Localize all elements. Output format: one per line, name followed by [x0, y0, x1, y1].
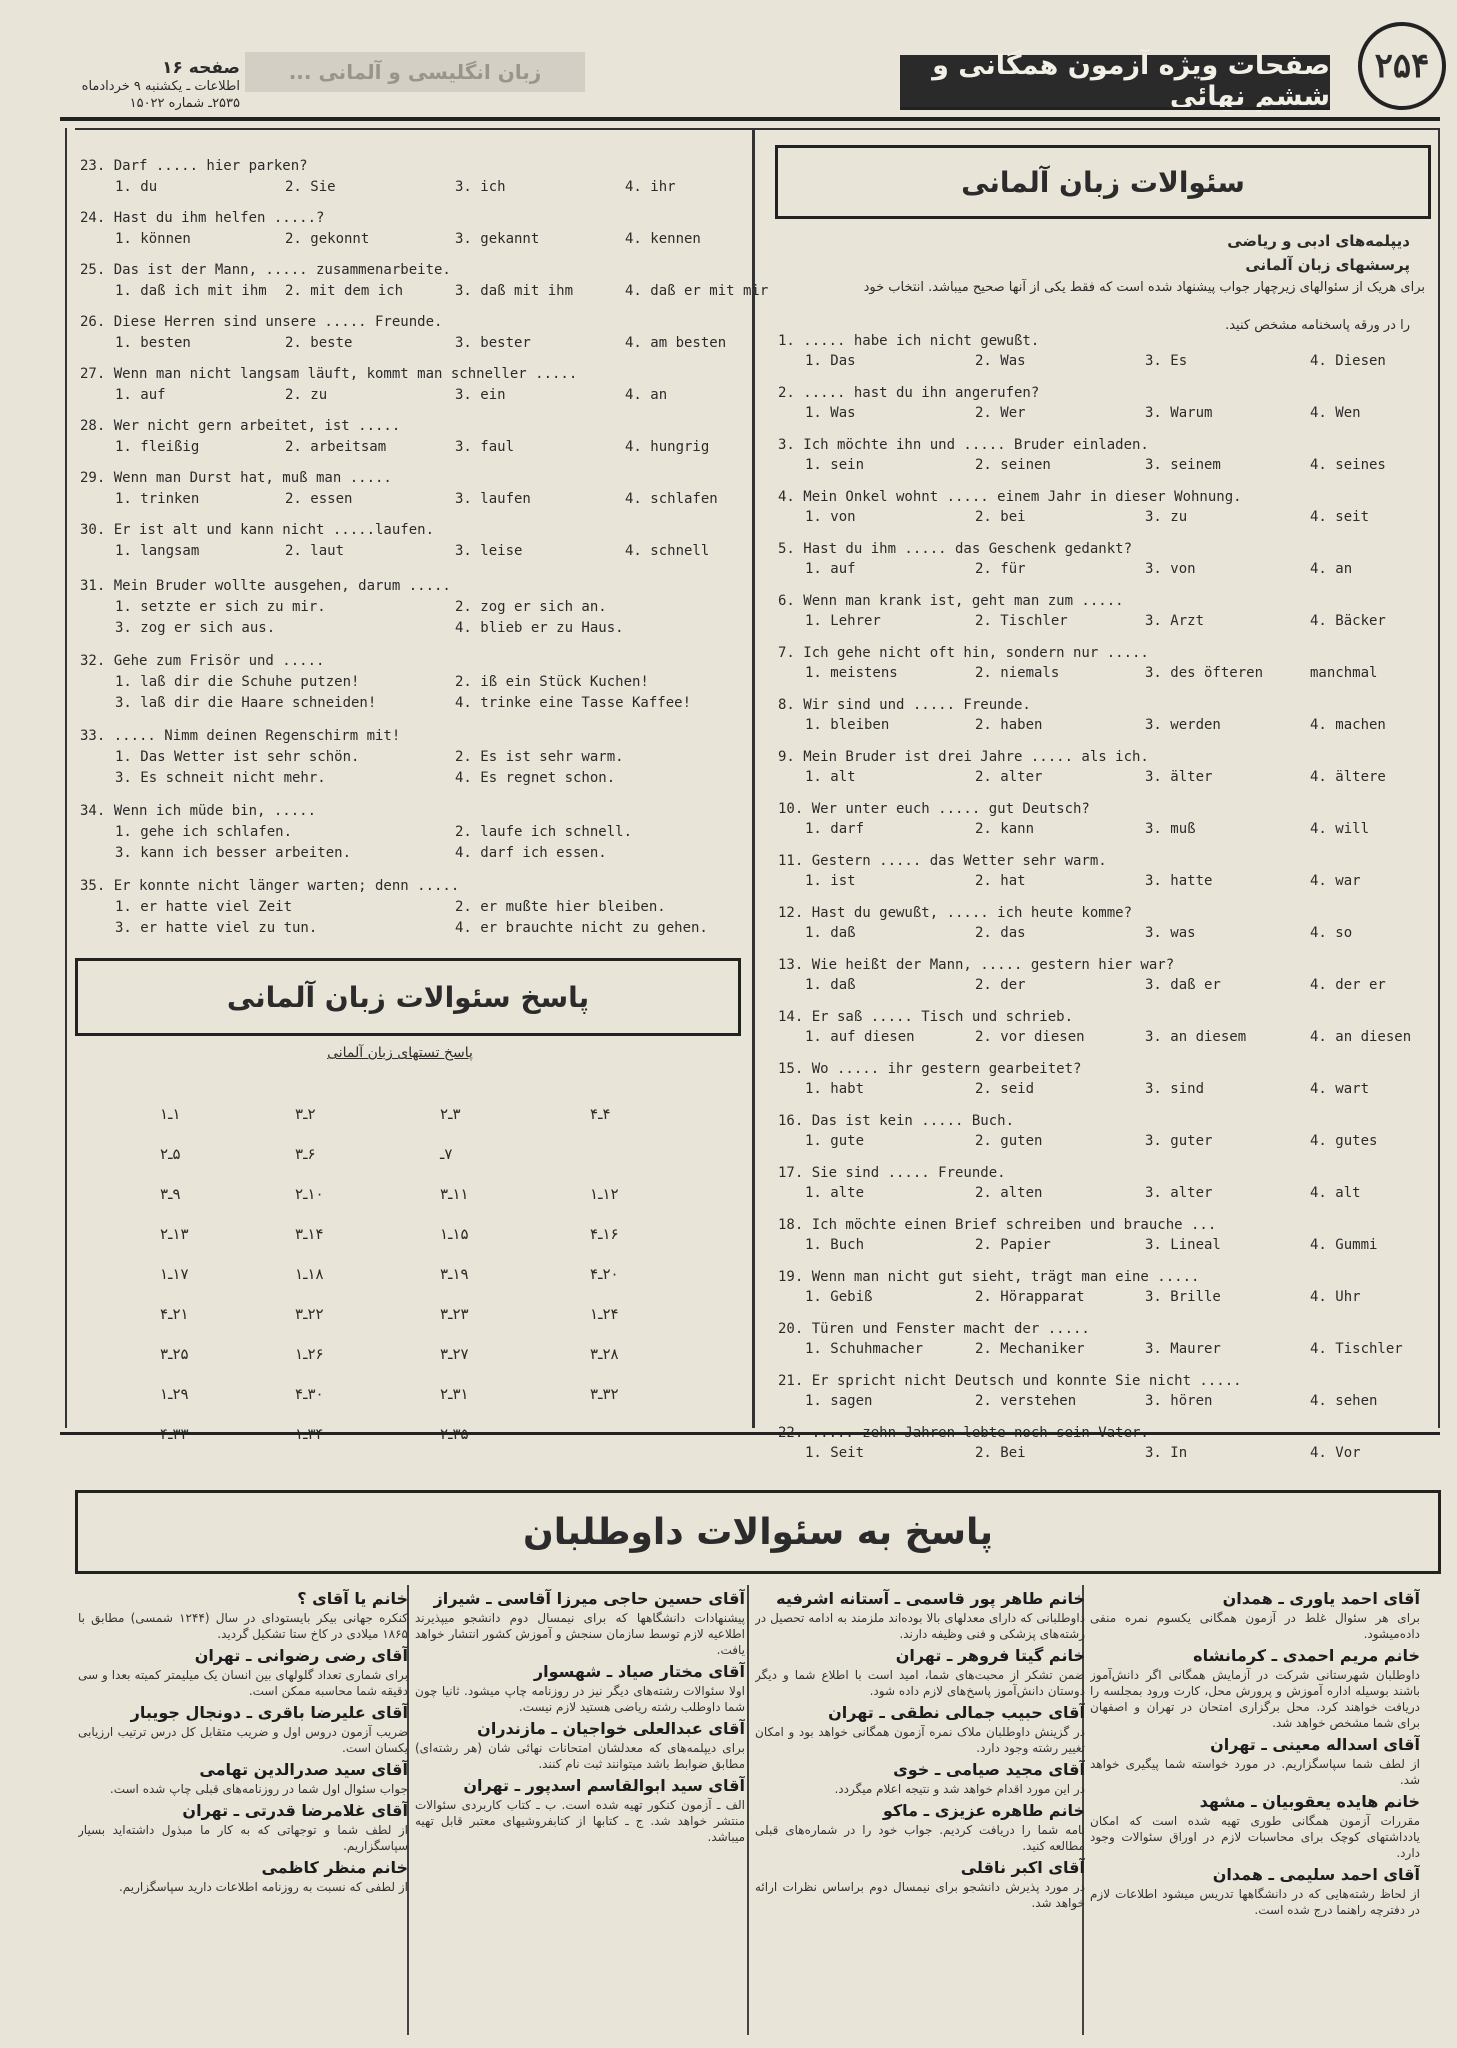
instruction-line-2: را در ورقه پاسخنامه مشخص کنید. — [1225, 318, 1410, 333]
candidate-answer-text: برای دیپلمه‌های که معدلشان امتحانات نهائی شان (هر رشته‌ای) مطابق ضوابط باشد میتوانند ثبت نام کنند. — [415, 1741, 745, 1771]
answer-key-cell: ۴ـ۴ — [590, 1105, 611, 1123]
page-label: صفحه ۱۶ — [162, 58, 240, 78]
answer-option: 4. kennen — [625, 231, 701, 247]
question-text: 10. Wer unter euch ..... gut Deutsch? — [778, 801, 1090, 817]
page-number-badge — [1358, 22, 1446, 110]
answer-option: 2. hat — [975, 873, 1026, 889]
answer-option: 1. daß — [805, 925, 856, 941]
answer-option: 1. alt — [805, 769, 856, 785]
answer-option: 1. Gebiß — [805, 1289, 873, 1305]
answer-option: 2. arbeitsam — [285, 439, 387, 455]
answer-key-cell: ۲۲ـ۳ — [295, 1305, 324, 1323]
answer-option: 1. habt — [805, 1081, 865, 1097]
answer-option: 2. Was — [975, 353, 1026, 369]
answer-option: 4. schnell — [625, 543, 710, 559]
faded-heading: زبان انگلیسی و آلمانی ... — [245, 52, 585, 92]
instruction-line-1: برای هریک از سئوالهای زیرچهار جواب پیشنهاد شده است که فقط یکی از آنها صحیح میباشد. انتخاب خود — [863, 280, 1425, 295]
answer-option: 2. das — [975, 925, 1026, 941]
candidate-name: خانم طاهره عزیزی ـ ماکو — [882, 1801, 1085, 1820]
candidate-answer-text: از لحاظ رشته‌هایی که در دانشگاهها تدریس میشود اطلاعات لازم در دفترچه راهنما درج شده است. — [1090, 1887, 1420, 1917]
question-text: 9. Mein Bruder ist drei Jahre ..... als ich. — [778, 749, 1149, 765]
question-text: 27. Wenn man nicht langsam läuft, kommt man schneller ..... — [80, 366, 578, 382]
answer-option: 3. sind — [1145, 1081, 1205, 1097]
page-info — [70, 58, 240, 112]
question-text: 18. Ich möchte einen Brief schreiben und brauche ... — [778, 1217, 1217, 1233]
answer-option: 3. laufen — [455, 491, 531, 507]
question-text: 17. Sie sind ..... Freunde. — [778, 1165, 1006, 1181]
answer-key-cell: ۳۲ـ۳ — [590, 1385, 619, 1403]
answer-option: 1. Das Wetter ist sehr schön. — [115, 749, 360, 765]
question-text: 8. Wir sind und ..... Freunde. — [778, 697, 1031, 713]
answer-option: 2. Tischler — [975, 613, 1068, 629]
answer-option: 1. sagen — [805, 1393, 873, 1409]
answer-option: 2. seinen — [975, 457, 1051, 473]
candidate-name: آقای اسداله معینی ـ تهران — [1210, 1735, 1420, 1754]
candidate-answer-text: از لطف شما و توجهاتی که به کار ما مبذول داشته‌اید بسیار سپاسگزاریم. — [78, 1823, 408, 1853]
answer-option: 4. war — [1310, 873, 1361, 889]
answer-option: 2. zu — [285, 387, 328, 403]
answer-option: 1. daß — [805, 977, 856, 993]
answer-option: 2. der — [975, 977, 1026, 993]
answer-option: 2. Wer — [975, 405, 1026, 421]
question-text: 29. Wenn man Durst hat, muß man ..... — [80, 470, 392, 486]
answer-option: 4. seit — [1310, 509, 1370, 525]
answer-option: 1. laß dir die Schuhe putzen! — [115, 674, 360, 690]
answer-option: 4. Vor — [1310, 1445, 1361, 1461]
answer-option: 4. wart — [1310, 1081, 1370, 1097]
answers-subtitle: پاسخ تستهای زبان آلمانی — [327, 1045, 473, 1061]
answer-option: 2. seid — [975, 1081, 1035, 1097]
answer-option: 1. können — [115, 231, 191, 247]
answer-option: 1. gute — [805, 1133, 865, 1149]
answer-option: 3. hören — [1145, 1393, 1213, 1409]
question-text: 26. Diese Herren sind unsere ..... Freunde. — [80, 314, 443, 330]
question-text: 1. ..... habe ich nicht gewußt. — [778, 333, 1040, 349]
answer-key-cell: ۲۵ـ۳ — [160, 1345, 189, 1363]
answer-key-cell: ۲۶ـ۱ — [295, 1345, 324, 1363]
answer-option: 1. darf — [805, 821, 865, 837]
answer-option: 2. haben — [975, 717, 1043, 733]
answer-option: 3. leise — [455, 543, 523, 559]
answer-option: 3. werden — [1145, 717, 1221, 733]
question-text: 28. Wer nicht gern arbeitet, ist ..... — [80, 418, 401, 434]
header-rule-short — [900, 107, 1330, 110]
answer-option: 4. so — [1310, 925, 1353, 941]
column-divider — [752, 128, 755, 1428]
answer-option: 1. daß ich mit ihm — [115, 283, 267, 299]
answer-option: 2. guten — [975, 1133, 1043, 1149]
candidate-answer-text: مقررات آزمون همگانی طوری تهیه شده است که امکان یادداشتهای کوچک برای محاسبات لازم در اوراق سئوالات وجود دارد. — [1090, 1814, 1420, 1860]
answer-option: 2. Mechaniker — [975, 1341, 1085, 1357]
candidate-answer-text: اولا سئوالات رشته‌های دیگر نیز در روزنامه چاپ میشود. ثانیا چون شما داوطلب رشته ریاضی هستید لازم نیست. — [415, 1684, 745, 1714]
answer-option: 3. laß dir die Haare schneiden! — [115, 695, 377, 711]
answer-option: 4. gutes — [1310, 1133, 1378, 1149]
candidate-answer-text: در گزینش داوطلبان ملاک نمره آزمون همگانی خواهد بود و امکان تغییر رشته وجود دارد. — [755, 1725, 1085, 1755]
question-text: 3. Ich möchte ihn und ..... Bruder einladen. — [778, 437, 1149, 453]
answer-option: 1. Was — [805, 405, 856, 421]
answer-option: 1. auf — [805, 561, 856, 577]
answer-key-cell: ۱۲ـ۱ — [590, 1185, 619, 1203]
answer-key-cell: ۱۸ـ۱ — [295, 1265, 324, 1283]
candidate-answers-column — [755, 1585, 1085, 2035]
answer-key-cell: ۲۹ـ۱ — [160, 1385, 189, 1403]
candidate-answer-text: از لطفی که نسبت به روزنامه اطلاعات دارید سپاسگزاریم. — [118, 1880, 408, 1894]
candidate-answer-text: کنکره جهانی بیکر بایستودای در سال (۱۲۴۴ شمسی) مطابق با ۱۸۶۵ میلادی در کاخ ستا تشکیل گردید. — [78, 1611, 408, 1641]
answer-option: 3. des öfteren — [1145, 665, 1264, 681]
question-text: 19. Wenn man nicht gut sieht, trägt man eine ..... — [778, 1269, 1200, 1285]
answer-option: 4. ältere — [1310, 769, 1386, 785]
question-text: 16. Das ist kein ..... Buch. — [778, 1113, 1015, 1129]
answer-option: 2. er mußte hier bleiben. — [455, 899, 666, 915]
candidate-answers-column — [78, 1585, 408, 2035]
question-text: 31. Mein Bruder wollte ausgehen, darum ..... — [80, 578, 451, 594]
candidate-name: خانم مریم احمدی ـ کرمانشاه — [1193, 1646, 1420, 1665]
issue-line-1: اطلاعات ـ یکشنبه ۹ خردادماه — [81, 79, 240, 94]
answer-option: 1. Lehrer — [805, 613, 881, 629]
answer-option: 2. bei — [975, 509, 1026, 525]
question-text: 23. Darf ..... hier parken? — [80, 158, 308, 174]
question-text: 32. Gehe zum Frisör und ..... — [80, 653, 325, 669]
answer-option: 4. am besten — [625, 335, 727, 351]
answer-option: 3. alter — [1145, 1185, 1213, 1201]
question-text: 4. Mein Onkel wohnt ..... einem Jahr in dieser Wohnung. — [778, 489, 1242, 505]
answers-title — [75, 958, 741, 1036]
answer-option: 3. hatte — [1145, 873, 1213, 889]
answer-option: 3. zu — [1145, 509, 1188, 525]
answer-key-cell: ۳۳ـ۴ — [160, 1425, 189, 1443]
answer-option: 1. langsam — [115, 543, 200, 559]
candidate-name: آقای مختار صیاد ـ شهسوار — [533, 1662, 745, 1681]
answer-key-cell: ۲۷ـ۳ — [440, 1345, 469, 1363]
question-text: 11. Gestern ..... das Wetter sehr warm. — [778, 853, 1107, 869]
answer-option: 4. an diesen — [1310, 1029, 1412, 1045]
answer-option: 3. Warum — [1145, 405, 1213, 421]
answer-option: 4. Uhr — [1310, 1289, 1361, 1305]
answer-option: 4. er brauchte nicht zu gehen. — [455, 920, 708, 936]
candidate-name: آقای حبیب جمالی نطقی ـ تهران — [828, 1703, 1085, 1722]
answer-option: 3. daß mit ihm — [455, 283, 574, 299]
answer-option: 4. an — [1310, 561, 1353, 577]
header-rule — [60, 117, 1440, 121]
candidate-answer-text: در این مورد اقدام خواهد شد و نتیجه اعلام میگردد. — [834, 1782, 1085, 1796]
answer-key-cell: ۳۵ـ۲ — [440, 1425, 469, 1443]
answer-option: 2. essen — [285, 491, 353, 507]
question-text: 25. Das ist der Mann, ..... zusammenarbeite. — [80, 262, 451, 278]
answer-option: 2. mit dem ich — [285, 283, 404, 299]
page-number: ۲۵۴ — [1374, 46, 1430, 86]
answer-option: 4. blieb er zu Haus. — [455, 620, 624, 636]
answer-option: 3. Lineal — [1145, 1237, 1221, 1253]
answer-option: 2. alten — [975, 1185, 1043, 1201]
answer-option: 1. von — [805, 509, 856, 525]
answer-key-cell: ۹ـ۳ — [160, 1185, 181, 1203]
answer-option: 1. auf diesen — [805, 1029, 915, 1045]
right-sub-heading: پرسشهای زبان آلمانی — [1245, 256, 1410, 274]
answer-option: 3. faul — [455, 439, 515, 455]
answer-key-cell: ۱۱ـ۳ — [440, 1185, 469, 1203]
answer-option: 4. Gummi — [1310, 1237, 1378, 1253]
question-text: 7. Ich gehe nicht oft hin, sondern nur ..... — [778, 645, 1149, 661]
candidate-name: آقای رضی رضوانی ـ تهران — [194, 1646, 408, 1665]
question-text: 21. Er spricht nicht Deutsch und konnte Sie nicht ..... — [778, 1373, 1242, 1389]
answer-option: 4. Es regnet schon. — [455, 770, 616, 786]
answer-option: 2. verstehen — [975, 1393, 1077, 1409]
answer-key-cell: ۶ـ۳ — [295, 1145, 316, 1163]
question-text: 33. ..... Nimm deinen Regenschirm mit! — [80, 728, 401, 744]
candidate-name: آقای احمد یاوری ـ همدان — [1222, 1589, 1420, 1608]
candidate-answer-text: داوطلبانی که دارای معدلهای بالا بوده‌اند ملزمند به ادامه تحصیل در رشته‌های پزشکی و فنی وظیفه دارند. — [755, 1611, 1085, 1641]
answer-option: 3. bester — [455, 335, 531, 351]
answer-option: 3. Maurer — [1145, 1341, 1221, 1357]
right-section-title — [775, 145, 1431, 219]
candidate-answer-text: نامه شما را دریافت کردیم. جواب خود را در شماره‌های قبلی مطالعه کنید. — [755, 1823, 1085, 1853]
question-text: 14. Er saß ..... Tisch und schrieb. — [778, 1009, 1074, 1025]
answer-option: 2. laut — [285, 543, 345, 559]
right-border — [1438, 128, 1440, 1428]
answer-option: 4. daß er mit mir — [625, 283, 769, 299]
answer-key-cell: ۲۱ـ۴ — [160, 1305, 189, 1323]
answer-option: 4. will — [1310, 821, 1370, 837]
question-text: 13. Wie heißt der Mann, ..... gestern hier war? — [778, 957, 1175, 973]
answer-key-cell: ۲۸ـ۳ — [590, 1345, 619, 1363]
candidate-answer-text: در مورد پذیرش دانشجو برای نیمسال دوم براساس نظرات ارائه خواهد شد. — [755, 1880, 1085, 1910]
answers-title-text: پاسخ سئوالات زبان آلمانی — [226, 980, 590, 1014]
answer-option: 2. vor diesen — [975, 1029, 1085, 1045]
answer-option: 1. du — [115, 179, 158, 195]
answer-option: 4. schlafen — [625, 491, 718, 507]
answer-option: 1. auf — [115, 387, 166, 403]
answer-option: 1. meistens — [805, 665, 898, 681]
candidate-answer-text: پیشنهادات دانشگاهها که برای نیمسال دوم دانشجو میپذیرند اطلاعیه لازم توسط سازمان سنجش و آموزش کشور انتشار خواهد یافت. — [415, 1611, 745, 1657]
candidate-name: آقای سید ابوالقاسم اسدپور ـ تهران — [463, 1776, 745, 1795]
columns-top-rule — [75, 128, 1440, 130]
answer-option: 1. besten — [115, 335, 191, 351]
answer-option: 3. gekannt — [455, 231, 540, 247]
issue-line-2: ۲۵۳۵ـ شماره ۱۵۰۲۲ — [129, 96, 240, 111]
candidate-name: آقای حسین حاجی میرزا آقاسی ـ شیراز — [433, 1589, 745, 1608]
candidate-answer-text: جواب سئوال اول شما در روزنامه‌های قبلی چاپ شده است. — [109, 1782, 408, 1796]
answer-option: 3. daß er — [1145, 977, 1221, 993]
answer-option: 3. Es — [1145, 353, 1188, 369]
answer-option: 4. sehen — [1310, 1393, 1378, 1409]
candidate-answer-text: داوطلبان شهرستانی شرکت در آزمایش همگانی اگر دانش‌آموز باشند بوسیله اداره آموزش و پرورش محل، کارت ورود بمجلسه را دریافت خواهند کرد. محل برگزاری امتحان در تهران و اصفهان برای شما مشخص خواهد شد. — [1090, 1668, 1420, 1730]
answer-option: 4. ihr — [625, 179, 676, 195]
answer-key-cell: ۲۳ـ۳ — [440, 1305, 469, 1323]
answer-option: 3. In — [1145, 1445, 1188, 1461]
column-divider — [747, 1585, 749, 2035]
answer-option: 1. fleißig — [115, 439, 200, 455]
header-banner: صفحات ویژه آزمون همگانی و ششم نهائی — [900, 55, 1330, 107]
answer-option: 2. niemals — [975, 665, 1060, 681]
answer-option: 1. Das — [805, 353, 856, 369]
answer-key-cell: ۱۶ـ۴ — [590, 1225, 619, 1243]
question-text: 5. Hast du ihm ..... das Geschenk gedankt? — [778, 541, 1133, 557]
candidate-answer-text: برای شماری تعداد گلولهای بین انسان یک میلیمتر کمیته بعدا و سی دقیقه شما محاسبه ممکن است. — [78, 1668, 408, 1698]
answer-option: 4. an — [625, 387, 668, 403]
question-text: 20. Türen und Fenster macht der ..... — [778, 1321, 1090, 1337]
answer-option: 3. ein — [455, 387, 506, 403]
answer-option: 2. beste — [285, 335, 353, 351]
answer-option: 4. machen — [1310, 717, 1386, 733]
answer-option: 3. zog er sich aus. — [115, 620, 276, 636]
answer-option: 4. darf ich essen. — [455, 845, 607, 861]
candidate-answer-text: از لطف شما سپاسگزاریم. در مورد خواسته شما پیگیری خواهد شد. — [1090, 1757, 1420, 1787]
answer-key-cell: ۳۴ـ۱ — [295, 1425, 324, 1443]
answer-option: 1. bleiben — [805, 717, 890, 733]
answer-option: 4. der er — [1310, 977, 1386, 993]
answer-option: 2. iß ein Stück Kuchen! — [455, 674, 649, 690]
answer-key-cell: ۲ـ۳ — [295, 1105, 316, 1123]
answer-key-cell: ۳ـ۲ — [440, 1105, 461, 1123]
answer-option: 3. von — [1145, 561, 1196, 577]
answer-key-cell: ۵ـ۲ — [160, 1145, 181, 1163]
candidate-name: آقای احمد سلیمی ـ همدان — [1212, 1865, 1420, 1884]
candidate-name: آقای سید صدرالدین تهامی — [199, 1760, 408, 1779]
answer-option: 4. Tischler — [1310, 1341, 1403, 1357]
right-section-title-text: سئوالات زبان آلمانی — [961, 165, 1245, 199]
answer-option: 4. hungrig — [625, 439, 710, 455]
answer-key-cell: ۱۴ـ۳ — [295, 1225, 324, 1243]
candidate-name: آقای مجید صیامی ـ خوی — [893, 1760, 1085, 1779]
answer-option: 1. Schuhmacher — [805, 1341, 924, 1357]
candidate-answer-text: ضمن تشکر از محبت‌های شما، امید است با اطلاع شما و دیگر دوستان دانش‌آموز پاسخ‌های لازم داده شود. — [755, 1668, 1085, 1698]
answer-option: 3. guter — [1145, 1133, 1213, 1149]
answer-option: 3. kann ich besser arbeiten. — [115, 845, 352, 861]
answer-option: 1. gehe ich schlafen. — [115, 824, 293, 840]
answer-option: 2. für — [975, 561, 1026, 577]
answer-option: 2. Sie — [285, 179, 336, 195]
candidate-name: خانم یا آقای ؟ — [297, 1589, 408, 1608]
candidate-name: خانم گیتا فروهر ـ تهران — [895, 1646, 1085, 1665]
answer-option: 3. Brille — [1145, 1289, 1221, 1305]
answer-option: 2. Hörapparat — [975, 1289, 1085, 1305]
candidate-name: خانم منظر کاظمی — [261, 1858, 408, 1877]
question-text: 35. Er konnte nicht länger warten; denn ..... — [80, 878, 460, 894]
answer-option: 1. Seit — [805, 1445, 865, 1461]
candidate-name: آقای غلامرضا قدرتی ـ تهران — [182, 1801, 408, 1820]
answer-option: 4. Wen — [1310, 405, 1361, 421]
candidate-answer-text: الف ـ آزمون کنکور تهیه شده است. ب ـ کتاب کاربردی سئوالات منتشر خواهد شد. ج ـ کتابها از کتابفروشیهای معتبر قابل تهیه میباشد. — [415, 1798, 745, 1844]
question-text: 30. Er ist alt und kann nicht .....laufen. — [80, 522, 435, 538]
question-text: 15. Wo ..... ihr gestern gearbeitet? — [778, 1061, 1082, 1077]
answer-option: 4. Bäcker — [1310, 613, 1386, 629]
answer-option: 4. trinke eine Tasse Kaffee! — [455, 695, 692, 711]
answer-key-cell: ۱۷ـ۱ — [160, 1265, 189, 1283]
answer-option: 3. Es schneit nicht mehr. — [115, 770, 326, 786]
answer-option: 2. zog er sich an. — [455, 599, 607, 615]
answer-option: 4. alt — [1310, 1185, 1361, 1201]
answer-option: 3. älter — [1145, 769, 1213, 785]
answer-option: 1. alte — [805, 1185, 865, 1201]
answer-option: 2. laufe ich schnell. — [455, 824, 633, 840]
answer-option: 1. er hatte viel Zeit — [115, 899, 293, 915]
answer-key-cell: ۱۳ـ۲ — [160, 1225, 189, 1243]
answer-option: manchmal — [1310, 665, 1378, 681]
question-text: 34. Wenn ich müde bin, ..... — [80, 803, 317, 819]
answer-key-cell: ۱ـ۱ — [160, 1105, 181, 1123]
answer-option: 3. was — [1145, 925, 1196, 941]
bottom-rule — [60, 1432, 1440, 1435]
answer-option: 4. seines — [1310, 457, 1386, 473]
answer-key-cell: ۱۰ـ۲ — [295, 1185, 324, 1203]
answer-option: 2. kann — [975, 821, 1035, 837]
answer-key-cell: ۳۱ـ۲ — [440, 1385, 469, 1403]
answer-option: 3. Arzt — [1145, 613, 1205, 629]
question-text: 2. ..... hast du ihn angerufen? — [778, 385, 1040, 401]
bottom-section-title — [75, 1490, 1441, 1574]
answer-option: 1. trinken — [115, 491, 200, 507]
answer-option: 4. Diesen — [1310, 353, 1386, 369]
candidate-answers-column — [1090, 1585, 1420, 2035]
answer-key-cell: ۷ـ — [440, 1145, 453, 1163]
answer-option: 1. Buch — [805, 1237, 865, 1253]
question-text: 24. Hast du ihm helfen .....? — [80, 210, 325, 226]
answer-key-cell: ۲۰ـ۴ — [590, 1265, 619, 1283]
answer-option: 2. Es ist sehr warm. — [455, 749, 624, 765]
answer-option: 1. ist — [805, 873, 856, 889]
answer-option: 2. Bei — [975, 1445, 1026, 1461]
answer-option: 2. alter — [975, 769, 1043, 785]
answer-option: 2. gekonnt — [285, 231, 370, 247]
answer-option: 3. an diesem — [1145, 1029, 1247, 1045]
candidate-answers-column — [415, 1585, 745, 2035]
answer-key-cell: ۱۵ـ۱ — [440, 1225, 469, 1243]
answer-option: 3. er hatte viel zu tun. — [115, 920, 318, 936]
question-text: 12. Hast du gewußt, ..... ich heute komme? — [778, 905, 1133, 921]
answer-option: 1. setzte er sich zu mir. — [115, 599, 326, 615]
candidate-name: خانم هایده یعقوبیان ـ مشهد — [1199, 1792, 1420, 1811]
candidate-name: آقای اکبر ناقلی — [960, 1858, 1085, 1877]
answer-option: 1. sein — [805, 457, 865, 473]
bottom-section-title-text: پاسخ به سئوالات داوطلبان — [522, 1511, 994, 1553]
question-text: 22. ..... zehn Jahren lebte noch sein Vater. — [778, 1425, 1149, 1441]
question-text: 6. Wenn man krank ist, geht man zum ..... — [778, 593, 1124, 609]
candidate-name: آقای علیرضا باقری ـ دونجال جویبار — [130, 1703, 408, 1722]
candidate-name: خانم طاهر پور قاسمی ـ آستانه اشرفیه — [776, 1589, 1085, 1608]
answer-option: 3. seinem — [1145, 457, 1221, 473]
left-border — [65, 128, 67, 1428]
answer-option: 3. muß — [1145, 821, 1196, 837]
answer-option: 2. Papier — [975, 1237, 1051, 1253]
right-subtitle: دیپلمه‌های ادبی و ریاضی — [1227, 232, 1410, 250]
answer-key-cell: ۲۴ـ۱ — [590, 1305, 619, 1323]
candidate-answer-text: برای هر سئوال غلط در آزمون همگانی یکسوم نمره منفی داده‌میشود. — [1090, 1611, 1420, 1641]
answer-key-cell: ۳۰ـ۴ — [295, 1385, 324, 1403]
candidate-answer-text: ضریب آزمون دروس اول و ضریب متقابل کل درس ترتیب ارزیابی یکسان است. — [78, 1725, 408, 1755]
answer-option: 3. ich — [455, 179, 506, 195]
candidate-name: آقای عبدالعلی خواجیان ـ مازندران — [477, 1719, 745, 1738]
answer-key-cell: ۱۹ـ۳ — [440, 1265, 469, 1283]
